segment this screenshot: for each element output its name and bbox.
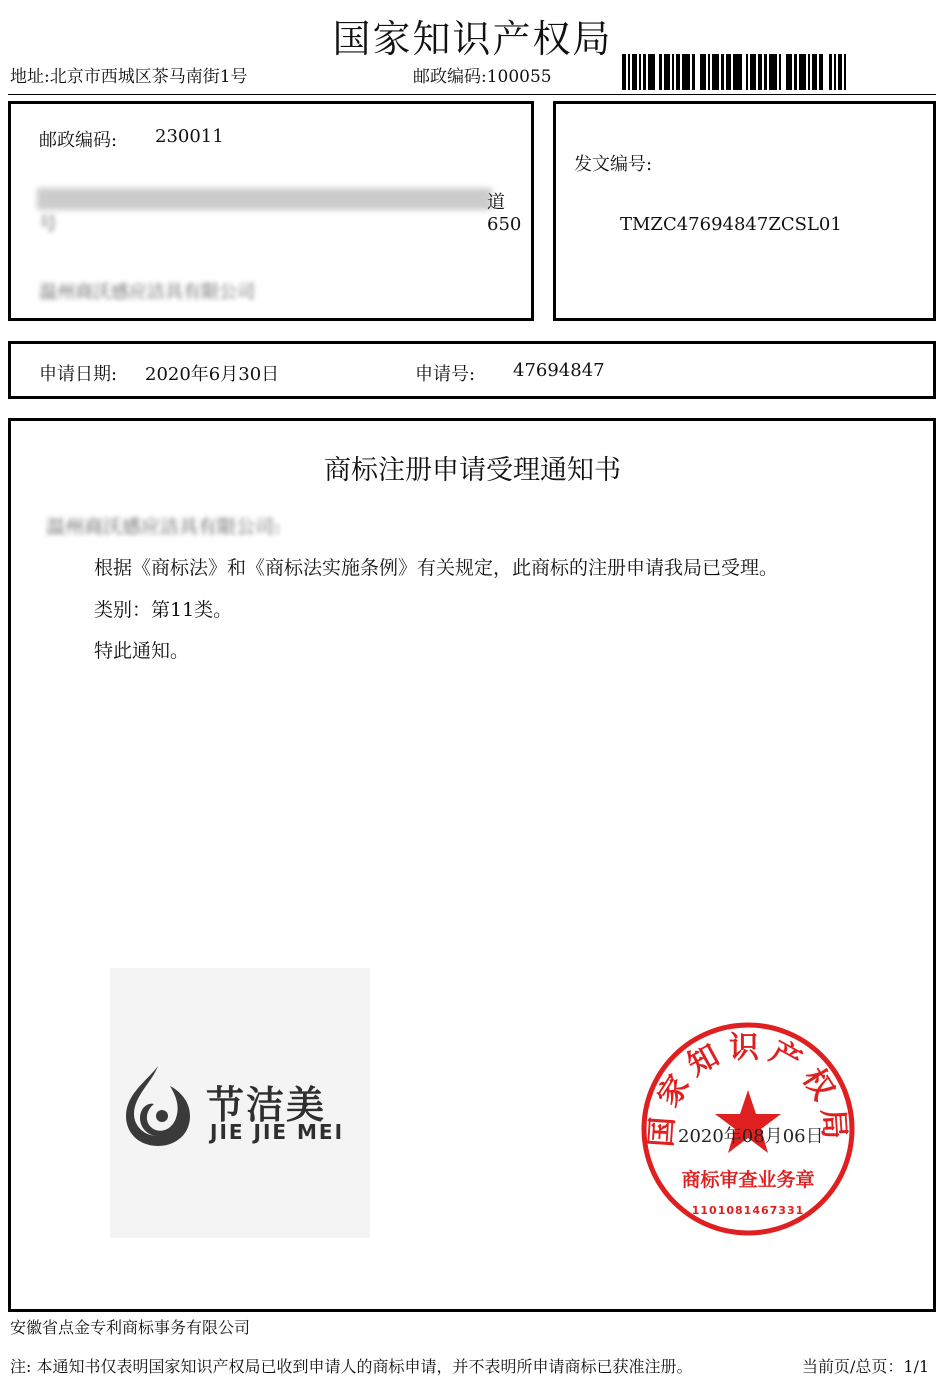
document-title: 国家知识产权局	[332, 17, 613, 61]
header-divider	[8, 94, 936, 95]
office-address: 地址:北京市西城区茶马南街1号	[10, 67, 248, 87]
trademark-word: 节洁美	[206, 1083, 327, 1127]
address-tail: 道650	[487, 192, 522, 235]
notice-line-2: 类别：第11类。	[94, 599, 233, 621]
address-tail-2: 号	[39, 214, 57, 235]
document-number-box	[553, 101, 936, 321]
application-date-value: 2020年6月30日	[145, 364, 280, 385]
notice-addressee: 温州商沃感应洁具有限公司:	[46, 516, 281, 538]
page-indicator: 当前页/总页：1/1	[802, 1357, 930, 1376]
trademark-subtitle: JIE JIE MEI	[210, 1120, 345, 1144]
barcode	[622, 54, 934, 90]
recipient-postcode-label: 邮政编码:	[39, 130, 118, 151]
application-date-label: 申请日期:	[39, 364, 118, 385]
seal-date: 2020年08月06日	[678, 1126, 824, 1147]
recipient-company: 温州商沃感应洁具有限公司	[39, 282, 255, 303]
trademark-droplet-icon	[118, 1060, 198, 1150]
notice-line-3: 特此通知。	[94, 640, 190, 662]
notice-line-1: 根据《商标法》和《商标法实施条例》有关规定，此商标的注册申请我局已受理。	[94, 557, 779, 579]
recipient-postcode-value: 230011	[155, 126, 224, 147]
notice-title: 商标注册申请受理通知书	[324, 455, 621, 486]
recipient-box	[8, 101, 534, 321]
seal-dept-text: 商标审查业务章	[681, 1169, 815, 1191]
redacted-address	[37, 188, 492, 210]
application-number-label: 申请号:	[415, 364, 476, 385]
footer-note: 注: 本通知书仅表明国家知识产权局已收到申请人的商标申请，并不表明所申请商标已获准注册。	[10, 1357, 693, 1376]
application-info-box	[8, 341, 936, 399]
document-number-label: 发文编号:	[574, 154, 653, 175]
seal-serial: 1101081467331	[691, 1204, 805, 1217]
document-number-value: TMZC47694847ZCSL01	[620, 214, 842, 235]
application-number-value: 47694847	[513, 360, 605, 381]
agent-name: 安徽省点金专利商标事务有限公司	[10, 1318, 251, 1337]
office-postcode: 邮政编码:100055	[413, 67, 552, 87]
seal-org-text: 国家知识产权局	[643, 1030, 853, 1149]
